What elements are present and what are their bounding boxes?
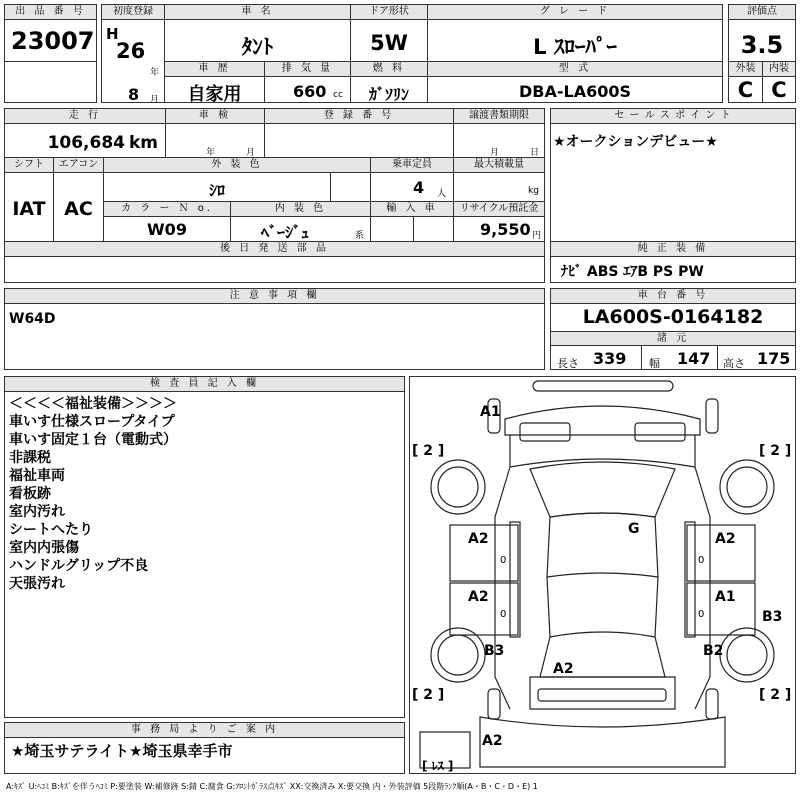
first-registration-month: 8 <box>128 85 140 104</box>
recycle: 9,550 <box>480 220 531 239</box>
tire-rear-right: [ 2 ] <box>759 687 792 703</box>
max-load-box <box>453 157 545 202</box>
model-type-label: 型 式 <box>428 62 722 77</box>
mark-right-rear-quarter: B3 <box>762 609 783 625</box>
lot-number-blank <box>4 61 97 103</box>
first-registration-label: 初度登録 <box>102 5 164 20</box>
first-registration-year: 26 <box>116 39 146 63</box>
car-name-label: 車 名 <box>165 5 350 20</box>
interior-score: C <box>771 78 787 102</box>
sales-point: ★オークションデビュー★ <box>553 134 718 150</box>
shift-label: シフト <box>5 158 53 173</box>
height: 175 <box>757 349 791 368</box>
history-label: 車 歴 <box>165 62 264 77</box>
later-parts-box <box>4 241 545 283</box>
interior-label: 内装 <box>763 62 795 77</box>
sales-point-box <box>550 108 796 242</box>
month-unit: 月 <box>150 95 160 105</box>
ext-color-box <box>103 157 371 202</box>
inspector-note: 室内内張傷 <box>9 540 79 556</box>
inspector-note: シートへたり <box>9 522 93 538</box>
inspector-note: 室内汚れ <box>9 504 65 520</box>
inspection-year-unit: 年 <box>206 148 216 158</box>
exterior-score: C <box>737 78 754 102</box>
length: 339 <box>593 349 627 368</box>
km-unit: km <box>129 133 159 153</box>
car-diagram <box>410 377 795 773</box>
mark-right-front-door: A2 <box>715 531 736 547</box>
inspection-label: 車 検 <box>166 109 264 124</box>
dimensions-label: 諸 元 <box>551 331 795 346</box>
width: 147 <box>677 349 711 368</box>
deadline-month-unit: 月 <box>490 148 500 158</box>
mileage-label: 走 行 <box>5 109 165 124</box>
shift: IAT <box>12 198 46 220</box>
office-info-label: 事 務 局 よ り ご 案 内 <box>5 723 404 738</box>
color-no-box <box>103 201 231 242</box>
genuine-equipment-label: 純 正 装 備 <box>551 242 795 257</box>
aircon-label: エアコン <box>54 158 103 173</box>
first-registration-box <box>101 4 165 103</box>
aircon: AC <box>64 198 93 220</box>
ext-color: ｼﾛ <box>208 181 225 200</box>
lot-number-box <box>4 4 97 62</box>
fuel: ｶﾞｿﾘﾝ <box>368 85 409 104</box>
reg-no-label: 登 録 番 号 <box>265 109 453 124</box>
reg-no-box <box>264 108 454 158</box>
year-unit: 年 <box>150 68 160 78</box>
tire-front-right: [ 2 ] <box>759 443 792 459</box>
grade-box <box>427 4 723 62</box>
car-name-box <box>164 4 351 62</box>
tire-rear-left: [ 2 ] <box>412 687 445 703</box>
color-no: W09 <box>147 220 187 239</box>
door-type-label: ドア形状 <box>351 5 427 20</box>
sales-point-label: セ ー ル ス ポ イ ン ト <box>551 109 795 124</box>
inspector-note: 車いす仕様スロープタイプ <box>9 414 175 430</box>
mark-roof: G <box>628 521 640 537</box>
inspector-label: 検 査 員 記 入 欄 <box>5 377 404 392</box>
chassis-box <box>550 288 796 370</box>
exterior-score-box <box>728 61 763 103</box>
mileage: 106,684 <box>47 133 125 153</box>
legend: A:ｷｽﾞ U:ﾍｺﾐ B:ｷｽﾞを伴うﾍｺﾐ P:要塗装 W:補修跡 S:錆 C:腐食 G:ﾌﾛﾝﾄｶﾞﾗｽ点ｷｽﾞ XX:交換済み X:要交換 内・外装評価 5段階ﾗﾝｸ順(A・B・C・D・E) 1 <box>6 782 538 791</box>
recycle-box <box>453 201 545 242</box>
ext-color-label: 外 装 色 <box>104 158 370 173</box>
caution: W64D <box>9 311 56 327</box>
inspector-note: 天張汚れ <box>9 576 65 592</box>
door-type-box <box>350 4 428 62</box>
genuine-equipment-box <box>550 241 796 283</box>
office-info: ★埼玉サテライト★埼玉県幸手市 <box>11 742 233 760</box>
door-zero-1: 0 <box>500 555 507 566</box>
door-zero-2: 0 <box>500 609 507 620</box>
width-label: 幅 <box>649 357 660 370</box>
era-label: H <box>106 25 119 43</box>
inspector-note: 車いす固定１台（電動式） <box>9 432 177 448</box>
door-type: 5W <box>370 31 408 55</box>
score-box <box>728 4 796 62</box>
mark-left-front-door: A2 <box>468 531 489 547</box>
genuine-equipment: ﾅﾋﾞ ABS ｴｱB PS PW <box>561 264 704 280</box>
later-parts-label: 後 日 発 送 部 品 <box>5 242 544 257</box>
door-zero-3: 0 <box>698 555 705 566</box>
int-color-box <box>230 201 371 242</box>
inspector-notes <box>9 395 177 593</box>
fuel-label: 燃 料 <box>351 62 427 77</box>
length-label: 長さ <box>557 357 579 370</box>
inspector-note: ハンドルグリップ不良 <box>9 558 149 574</box>
mileage-box <box>4 108 166 158</box>
grade-label: グ レ ー ド <box>428 5 722 20</box>
mark-rear-bumper: A2 <box>482 733 503 749</box>
inspection-month-unit: 月 <box>246 148 256 158</box>
lot-number-label: 出 品 番 号 <box>5 5 96 20</box>
person-unit: 人 <box>437 189 447 199</box>
chassis-label: 車 台 番 号 <box>551 289 795 304</box>
spare-tire: [ ﾚｽ ] <box>422 759 454 773</box>
cc-unit: cc <box>333 90 343 100</box>
inspector-note: 看板跡 <box>9 486 51 502</box>
model-type-box <box>427 61 723 103</box>
displacement: 660 <box>293 82 327 101</box>
kei-unit: 系 <box>355 231 365 241</box>
inspection-box <box>165 108 265 158</box>
shift-box <box>4 157 54 242</box>
model-type: DBA-LA600S <box>519 82 631 101</box>
transfer-deadline-label: 譲渡書類期限 <box>454 109 544 124</box>
capacity-label: 乗車定員 <box>371 158 453 173</box>
mark-tailgate: A2 <box>553 661 574 677</box>
exterior-label: 外装 <box>729 62 762 77</box>
car-diagram-box <box>409 376 796 774</box>
mark-left-rear-door: A2 <box>468 589 489 605</box>
caution-box <box>4 288 545 370</box>
mark-left-rear-fender: B3 <box>484 643 505 659</box>
kg-unit: kg <box>528 186 539 196</box>
mark-front: A1 <box>480 404 501 420</box>
deadline-day-unit: 日 <box>530 148 540 158</box>
interior-score-box <box>762 61 796 103</box>
history: 自家用 <box>187 84 242 105</box>
grade: L ｽﾛｰﾊﾟｰ <box>533 35 617 59</box>
color-no-label: カ ラ ー Ｎ o. <box>104 202 230 217</box>
int-color: ﾍﾞｰｼﾞｭ <box>261 223 310 242</box>
yen-unit: 円 <box>532 231 542 241</box>
int-color-label: 内 装 色 <box>231 202 370 217</box>
chassis-no: LA600S-0164182 <box>582 306 764 328</box>
history-box <box>164 61 265 103</box>
mark-right-rear-door: A1 <box>715 589 736 605</box>
displacement-label: 排 気 量 <box>265 62 350 77</box>
tire-front-left: [ 2 ] <box>412 443 445 459</box>
height-label: 高さ <box>723 357 745 370</box>
inspector-note: ＜＜＜＜福祉装備＞＞＞＞ <box>9 396 177 412</box>
import-label: 輸 入 車 <box>371 202 453 217</box>
inspector-box <box>4 376 405 718</box>
max-load-label: 最大積載量 <box>454 158 544 173</box>
score: 3.5 <box>740 31 784 59</box>
displacement-box <box>264 61 351 103</box>
transfer-deadline-box <box>453 108 545 158</box>
inspector-note: 福祉車両 <box>9 468 65 484</box>
office-info-box <box>4 722 405 774</box>
inspector-note: 非課税 <box>9 450 51 466</box>
capacity: 4 <box>413 178 425 197</box>
mark-right-rear-fender: B2 <box>703 643 724 659</box>
import-box <box>370 201 454 242</box>
car-name: ﾀﾝﾄ <box>241 35 274 59</box>
lot-number: 23007 <box>11 27 95 55</box>
aircon-box <box>53 157 104 242</box>
score-label: 評価点 <box>729 5 795 20</box>
door-zero-4: 0 <box>698 609 705 620</box>
capacity-box <box>370 157 454 202</box>
recycle-label: リサイクル預託金 <box>454 202 544 217</box>
caution-label: 注 意 事 項 欄 <box>5 289 544 304</box>
fuel-box <box>350 61 428 103</box>
